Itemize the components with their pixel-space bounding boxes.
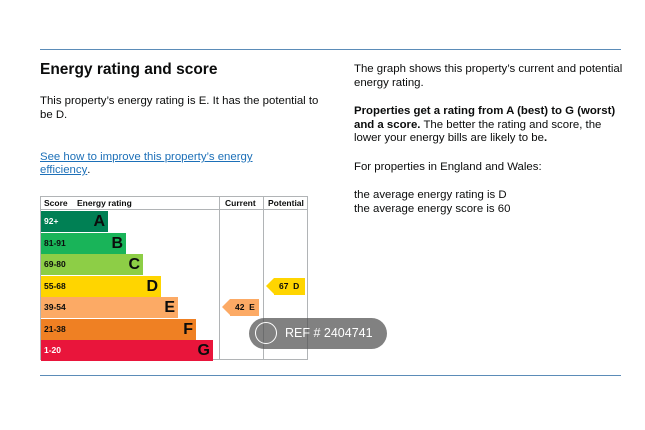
chart-header: [41, 197, 307, 210]
right-column: [354, 63, 624, 216]
current-rating-arrow: [222, 299, 259, 316]
band-bar-a: [73, 211, 108, 232]
band-score-g: 1-20: [41, 340, 73, 361]
header-potential: Potential: [268, 198, 304, 208]
band-score-a: 92+: [41, 211, 73, 232]
band-bar-b: [73, 233, 126, 254]
reference-watermark: [249, 318, 387, 349]
band-bar-e: [73, 297, 178, 318]
top-divider: [40, 49, 621, 50]
rating-explanation-end: .: [543, 132, 548, 144]
left-column: [40, 60, 320, 177]
rating-explanation: [354, 105, 624, 146]
band-score-f: 21-38: [41, 319, 73, 340]
header-current: Current: [225, 198, 256, 208]
average-score: the average energy score is 60: [354, 202, 511, 215]
band-bar-d: [73, 276, 161, 297]
band-bar-c: [73, 254, 143, 275]
average-rating: the average energy rating is D: [354, 189, 507, 201]
improve-efficiency-link-text[interactable]: See how to improve this property’s energy efficiency: [40, 151, 253, 176]
current-rating-label: 42 E: [235, 302, 255, 312]
band-letter-a: A: [93, 213, 105, 230]
link-trailing-period: .: [87, 164, 91, 176]
band-letter-g: G: [197, 342, 210, 359]
graph-description: The graph shows this property’s current and potential energy rating.: [354, 63, 623, 89]
band-score-e: 39-54: [41, 297, 73, 318]
band-bar-g: [73, 340, 213, 361]
rating-explanation-rest: The better the rating and score, the lower your energy bills are likely to be: [354, 118, 602, 144]
rating-summary: This property’s energy rating is E. It has the potential to be D.: [40, 95, 319, 121]
band-score-d: 55-68: [41, 276, 73, 297]
band-bar-f: [73, 319, 196, 340]
header-energy-rating: Energy rating: [77, 198, 132, 208]
current-column-divider: [219, 197, 220, 359]
band-letter-f: F: [183, 320, 193, 338]
reference-number: REF # 2404741: [285, 326, 373, 340]
header-score: Score: [44, 198, 68, 208]
potential-rating-label: 67 D: [279, 280, 300, 291]
band-letter-b: B: [111, 234, 123, 252]
band-letter-d: D: [146, 277, 158, 295]
improve-efficiency-link[interactable]: [40, 151, 280, 177]
potential-rating-arrow: [266, 278, 305, 295]
band-score-b: 81-91: [41, 233, 73, 254]
bottom-divider: [40, 375, 621, 376]
band-letter-e: E: [164, 299, 175, 316]
band-score-c: 69-80: [41, 254, 73, 275]
house-logo-icon: [255, 322, 277, 344]
region-note: For properties in England and Wales:: [354, 160, 542, 173]
section-heading: Energy rating and score: [40, 61, 218, 78]
band-letter-c: C: [128, 256, 140, 273]
rating-explanation-bold: Properties get a rating from A (best) to G (worst) and a score.: [354, 105, 616, 131]
